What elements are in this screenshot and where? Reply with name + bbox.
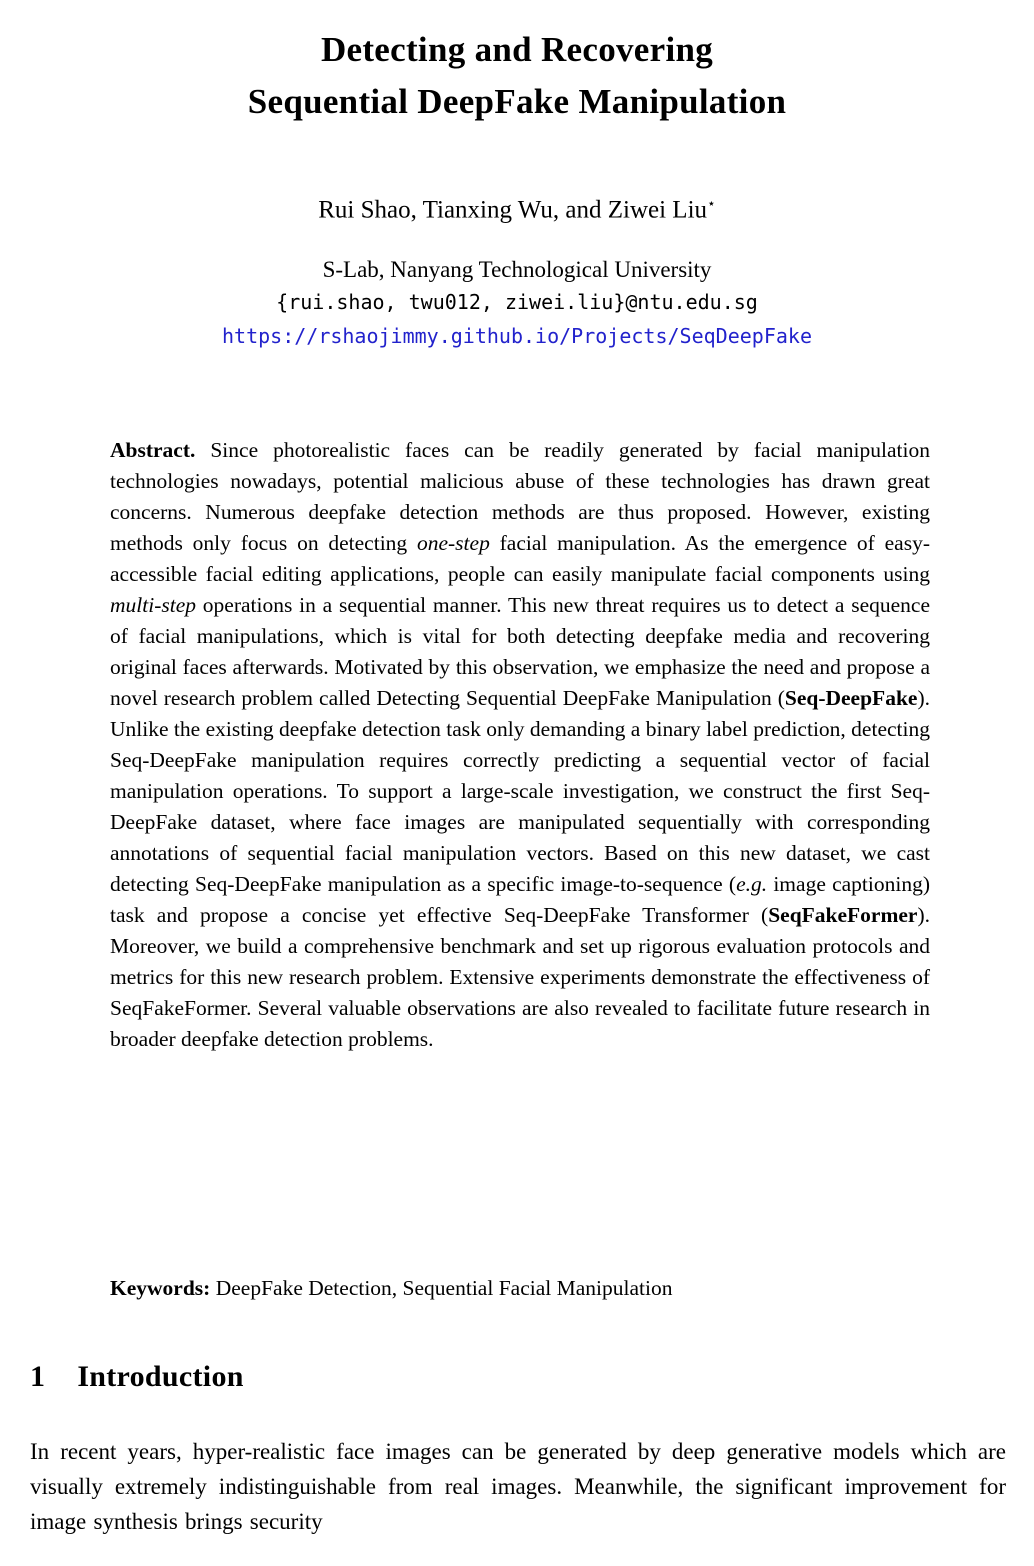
author-names: Rui Shao, Tianxing Wu, and Ziwei Liu: [318, 196, 708, 224]
title-line-2: Sequential DeepFake Manipulation: [247, 82, 787, 121]
author-emails: {rui.shao, twu012, ziwei.liu}@ntu.edu.sg: [276, 290, 758, 315]
keywords-line: Keywords: DeepFake Detection, Sequential Facial Manipulation: [110, 1276, 673, 1301]
intro-paragraph: In recent years, hyper-realistic face images can be generated by deep generative models which are visually extremely indistinguishable from real images. Meanwhile, the significant improvement for image synthesis brings security: [30, 1439, 1006, 1535]
title-line-1: Detecting and Recovering: [320, 30, 714, 69]
footnote-star: ⋆: [707, 197, 716, 212]
project-url-line: [0, 319, 1034, 353]
paper-page: [0, 24, 1034, 1566]
abstract-paragraph: Abstract. Since photorealistic faces can be readily generated by facial manipulation technologies nowadays, potential malicious abuse of these technologies has drawn great concerns. Numerous deepfake detection methods are thus proposed. However, existing methods only focus on detecting one-step facial manipulation. As the emergence of easy-accessible facial editing applications, people can easily manipulate facial components using multi-step operations in a sequential manner. This new threat requires us to detect a sequence of facial manipulations, which is vital for both detecting deepfake media and recovering original faces afterwards. Motivated by this observation, we emphasize the need and propose a novel research problem called Detecting Sequential DeepFake Manipulation (Seq-DeepFake). Unlike the existing deepfake detection task only demanding a binary label prediction, detecting Seq-DeepFake manipulation requires correctly predicting a sequential vector of facial manipulation operations. To support a large-scale investigation, we construct the first Seq-DeepFake dataset, where face images are manipulated sequentially with corresponding annotations of sequential facial manipulation vectors. Based on this new dataset, we cast detecting Seq-DeepFake manipulation as a specific image-to-sequence (e.g. image captioning) task and propose a concise yet effective Seq-DeepFake Transformer (SeqFakeFormer). Moreover, we build a comprehensive benchmark and set up rigorous evaluation protocols and metrics for this new research problem. Extensive experiments demonstrate the effectiveness of SeqFakeFormer. Several valuable observations are also revealed to facilitate future research in broader deepfake detection problems.: [110, 438, 930, 1052]
affiliation: S-Lab, Nanyang Technological University: [322, 257, 712, 283]
section-number: 1: [30, 1360, 46, 1394]
section-heading-introduction: [30, 1360, 1034, 1394]
project-link[interactable]: https://rshaojimmy.github.io/Projects/SeqDeepFake: [221, 324, 812, 349]
affiliation-block: [0, 253, 1034, 353]
section-title: Introduction: [77, 1360, 244, 1394]
paper-title: [0, 24, 1034, 128]
author-list: [0, 190, 1034, 225]
